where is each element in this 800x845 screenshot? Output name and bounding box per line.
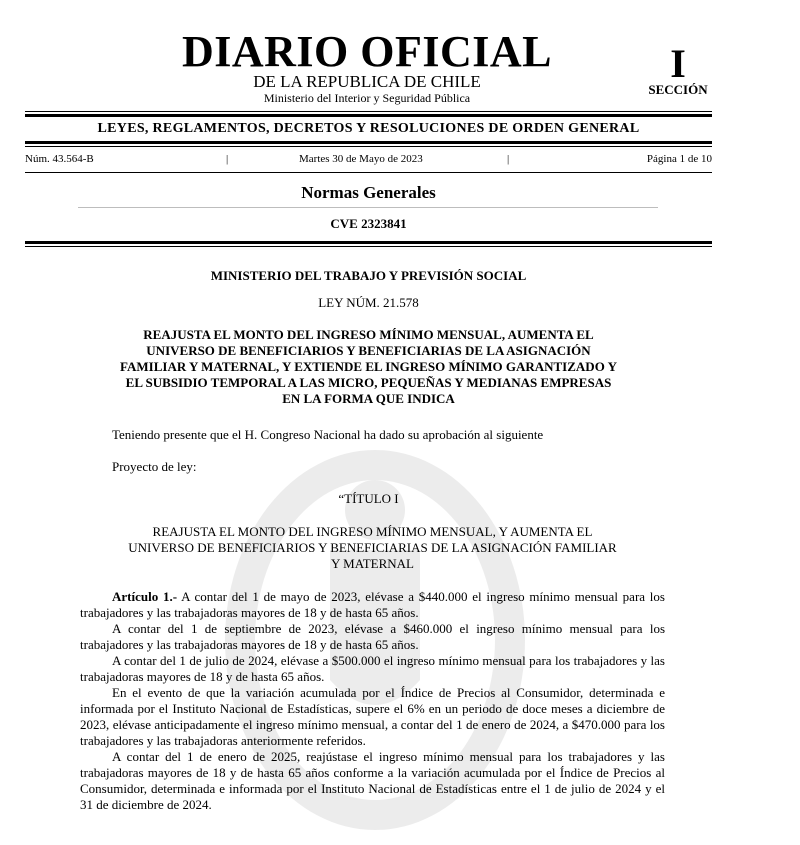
title-number: “TÍTULO I (338, 491, 399, 506)
divider (78, 207, 658, 208)
section-label: SECCIÓN (648, 82, 708, 97)
issue-date: Martes 30 de Mayo de 2023 (299, 153, 423, 165)
title-heading-line: UNIVERSO DE BENEFICIARIOS Y BENEFICIARIAS DE LA ASIGNACIÓN FAMILIAR (128, 540, 617, 555)
section-heading: Normas Generales (301, 183, 436, 202)
law-title-line: EL SUBSIDIO TEMPORAL A LAS MICRO, PEQUEÑAS Y MEDIANAS EMPRESAS (125, 375, 612, 390)
article-label: Artículo 1.- (112, 589, 178, 604)
article-paragraph: A contar del 1 de septiembre de 2023, elévase a $460.000 el ingreso mínimo mensual para los trabajadores y las trabajadoras mayores de 18 y de hasta 65 años. (80, 621, 665, 652)
title-heading-line: REAJUSTA EL MONTO DEL INGRESO MÍNIMO MENSUAL, Y AUMENTA EL (152, 524, 593, 539)
preamble: Teniendo presente que el H. Congreso Nacional ha dado su aprobación al siguiente (112, 427, 544, 442)
divider (25, 141, 712, 144)
law-title-line: EN LA FORMA QUE INDICA (282, 391, 455, 406)
divider (25, 241, 712, 244)
law-title (100, 327, 637, 407)
article-paragraph: En el evento de que la variación acumulada por el Índice de Precios al Consumidor, determinada e informada por el Instituto Nacional de Estadísticas, supere el 6% en un periodo de doce meses a diciembre de 2023, elévase anticipadamente el ingreso mínimo mensual, a contar del 1 de enero de 2024, a $470.000 para los trabajadores y las trabajadoras anteriormente referidos. (80, 685, 665, 748)
meta-separator: | (226, 153, 229, 165)
divider (25, 114, 712, 117)
proyecto-label: Proyecto de ley: (112, 459, 197, 474)
issuing-ministry: MINISTERIO DEL TRABAJO Y PREVISIÓN SOCIAL (210, 268, 527, 283)
divider (25, 146, 712, 147)
divider (25, 246, 712, 247)
page-number: Página 1 de 10 (646, 153, 712, 165)
divider (25, 172, 712, 173)
title-heading-line: Y MATERNAL (331, 556, 414, 571)
article-1 (80, 589, 665, 813)
newspaper-title: DIARIO OFICIAL (181, 27, 553, 76)
article-paragraph: A contar del 1 de julio de 2024, elévase a $500.000 el ingreso mínimo mensual para los trabajadores y las trabajadoras mayores de 18 y de hasta 65 años. (80, 653, 665, 684)
cve-code: CVE 2323841 (330, 216, 407, 231)
issue-number: Núm. 43.564-B (25, 153, 94, 165)
law-title-line: REAJUSTA EL MONTO DEL INGRESO MÍNIMO MENSUAL, AUMENTA EL (143, 327, 594, 342)
article-paragraph: A contar del 1 de enero de 2025, reajústase el ingreso mínimo mensual para los trabajadores y las trabajadoras mayores de 18 y de hasta 65 años conforme a la variación acumulada por el Índice de Precios al Consumidor, determinada e informada por el Instituto Nacional de Estadísticas entre el 1 de julio de 2024 y el 31 de diciembre de 2024. (80, 749, 665, 812)
article-paragraph (80, 589, 665, 621)
newspaper-ministry: Ministerio del Interior y Seguridad Pública (263, 91, 471, 105)
laws-heading: LEYES, REGLAMENTOS, DECRETOS Y RESOLUCIONES DE ORDEN GENERAL (97, 121, 640, 136)
newspaper-subtitle: DE LA REPUBLICA DE CHILE (253, 72, 481, 91)
law-title-line: FAMILIAR Y MATERNAL, Y EXTIENDE EL INGRESO MÍNIMO GARANTIZADO Y (120, 359, 617, 374)
title-heading (80, 524, 665, 572)
law-title-line: UNIVERSO DE BENEFICIARIOS Y BENEFICIARIAS DE LA ASIGNACIÓN (146, 343, 591, 358)
article-text: A contar del 1 de mayo de 2023, elévase a $440.000 el ingreso mínimo mensual para los trabajadores y las trabajadoras mayores de 18 y de hasta 65 años. (80, 589, 665, 620)
meta-separator: | (507, 153, 510, 165)
section-numeral: I (670, 41, 686, 86)
law-number: LEY NÚM. 21.578 (318, 295, 419, 310)
divider (25, 111, 712, 112)
